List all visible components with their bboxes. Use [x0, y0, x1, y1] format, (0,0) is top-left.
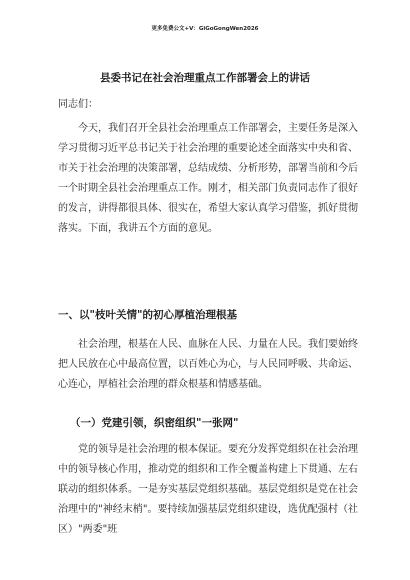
paragraph-subsection-1: 党的领导是社会治理的根本保证。要充分发挥党组织在社会治理中的领导核心作用，推动党的组织和工作全覆盖构建上下贯通、左右联动的组织体系。一是夯实基层党组织基础。基层党组织是党在社会治理中的"神经末梢"。要持续加强基层党组织建设，选优配强村（社区）"两委"班 — [58, 444, 358, 535]
header-note: 更多免费公文+V：GiGoGongWen2026 — [151, 26, 259, 32]
subsection-heading-1: （一）党建引领，织密组织"一张网" — [70, 417, 239, 429]
section-heading-1: 一、以"枝叶关情"的初心厚植治理根基 — [58, 309, 237, 321]
paragraph-section-1: 社会治理，根基在人民、血脉在人民、力量在人民。我们要始终把人民放在心中最高位置，以百姓心为心，与人民同呼吸、共命运、心连心，厚植社会治理的群众根基和情感基础。 — [58, 339, 358, 390]
paragraph-intro: 今天，我们召开全县社会治理重点工作部署会，主要任务是深入学习贯彻习近平总书记关于社会治理的重要论述全面落实中央和省、市关于社会治理的决策部署，总结成绩、分析形势，部署当前和今后一个时期全县社会治理重点工作。刚才，相关部门负责同志作了很好的发言，讲得都很具体、很实在，希望大家认真学习借鉴，抓好贯彻落实。下面，我讲五个方面的意见。 — [58, 123, 358, 234]
greeting: 同志们： — [58, 99, 98, 110]
document-title: 县委书记在社会治理重点工作部署会上的讲话 — [100, 72, 310, 84]
